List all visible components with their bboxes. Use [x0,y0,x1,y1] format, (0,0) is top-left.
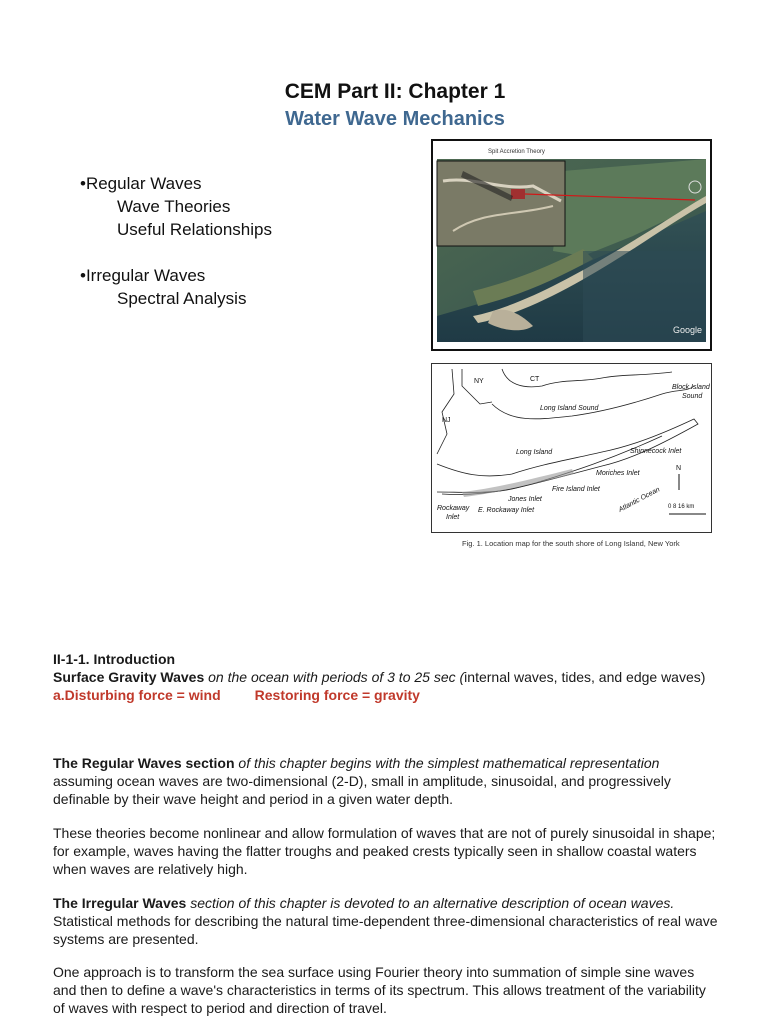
irregular-waves-paragraph [53,894,718,948]
map-label-block-island-sound-2: Sound [682,393,703,400]
map-north-label: N [676,465,682,472]
map-label-rockaway-2: Inlet [446,514,460,521]
restoring-force: Restoring force = gravity [254,687,420,703]
map-label-rockaway: Rockaway [437,505,470,512]
topic-outline [80,172,272,310]
forces-line [53,686,718,704]
para3-italic: section of this chapter is devoted to an alternative description of ocean waves. [186,895,675,911]
disturbing-force: a.Disturbing force = wind [53,687,221,703]
para1-rest: assuming ocean waves are two-dimensional (2-D), small in amplitude, sinusoidal, and progressively definable by their wave height and period in a given water depth. [53,773,671,807]
map-label-block-island-sound: Block Island [672,384,710,391]
outline-item-spectral-analysis: Spectral Analysis [117,289,247,308]
fourier-paragraph: One approach is to transform the sea surface using Fourier theory into summation of simple sine waves and then to define a wave's characteristics in terms of its spectrum. This allows treatment of the variability of waves with respect to period and direction of travel. [53,964,706,1016]
map-label-nj: NJ [442,417,451,424]
para3-bold: The Irregular Waves [53,895,187,911]
map-label-long-island: Long Island [516,449,553,456]
map-scale-label: 0 8 16 km [668,504,695,510]
para3-rest: Statistical methods for describing the natural time-dependent three-dimensional characteristics of real wave systems are presented. [53,913,718,947]
location-map-graphic [432,364,711,532]
nonlinear-paragraph: These theories become nonlinear and allow formulation of waves that are not of purely sinusoidal in shape; for example, waves having the flatter troughs and peaked crests typically seen in shallow coastal waters when waves are relatively high. [53,825,716,877]
map-label-ct: CT [530,376,540,383]
sgw-period: on the ocean with periods of 3 to 25 sec ( [204,669,465,685]
outline-item-irregular-waves: •Irregular Waves [80,266,206,285]
map-label-long-island-sound: Long Island Sound [540,405,599,412]
intro-section [53,650,718,704]
section-heading: II-1-1. Introduction [53,651,176,667]
aerial-photo [431,139,712,351]
outline-item-regular-waves: •Regular Waves [80,174,202,193]
outline-item-useful-relationships: Useful Relationships [117,220,272,239]
para1-italic: of this chapter begins with the simplest mathematical representation [234,755,660,771]
map-label-jones: Jones Inlet [508,496,542,503]
outline-item-wave-theories: Wave Theories [117,197,231,216]
map-label-e-rockaway: E. Rockaway Inlet [478,507,535,514]
map-label-ny: NY [474,378,484,385]
map-label-shinnecock: Shinnecock Inlet [630,448,682,455]
page-subtitle: Water Wave Mechanics [285,108,505,130]
map-label-atlantic: Atlantic Ocean [617,486,662,514]
map-label-moriches: Moriches Inlet [596,470,640,477]
aerial-photo-graphic [433,141,710,349]
regular-waves-paragraph [53,754,718,808]
para1-bold: The Regular Waves section [53,755,235,771]
map-caption: Fig. 1. Location map for the south shore of Long Island, New York [462,539,680,548]
photo-caption: Spit Accretion Theory [488,149,545,155]
sgw-excluded: internal waves, tides, and edge waves) [464,669,706,685]
map-label-fire-island: Fire Island Inlet [552,486,600,493]
google-logo: Google [673,325,703,335]
location-map [431,363,712,533]
sgw-term: Surface Gravity Waves [53,669,205,685]
page-title: CEM Part II: Chapter 1 [284,80,506,103]
surface-gravity-line [53,668,718,686]
